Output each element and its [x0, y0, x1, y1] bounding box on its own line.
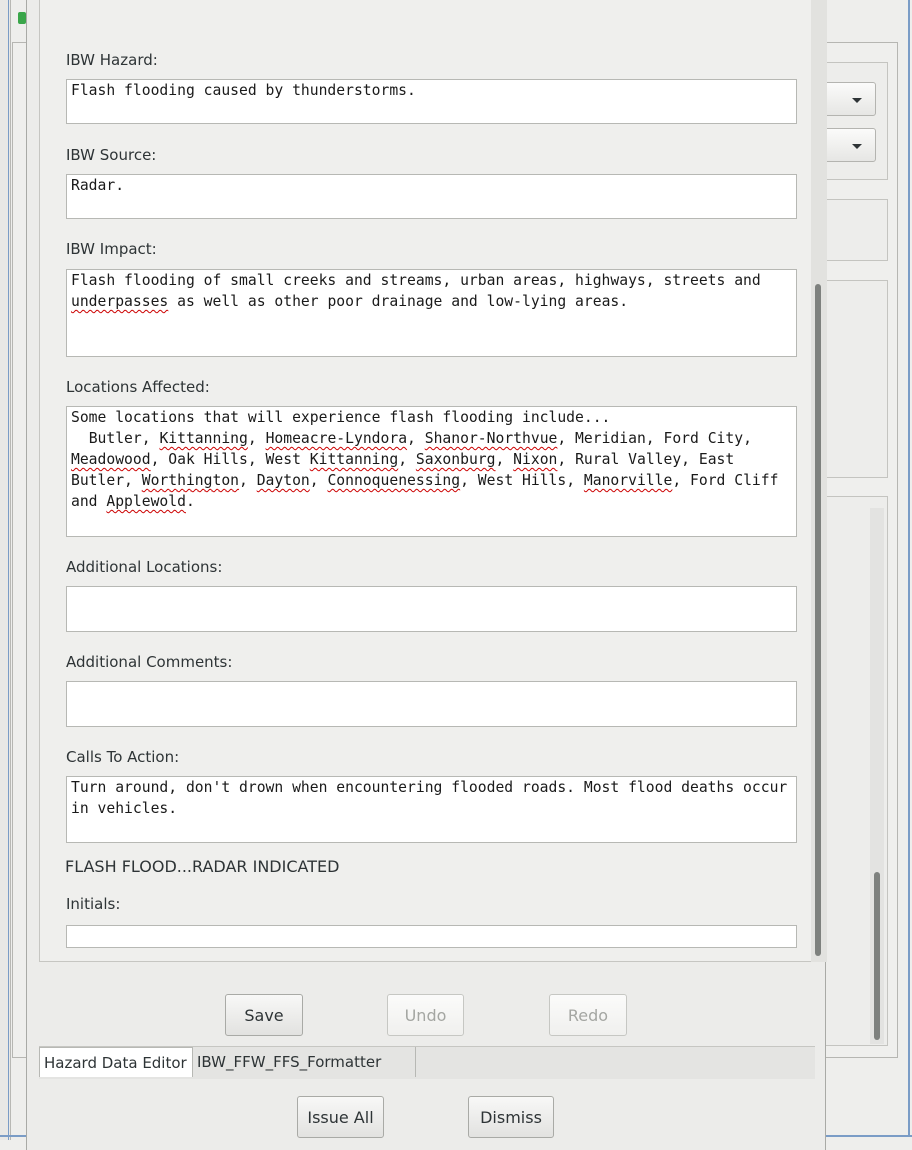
calls-to-action-field[interactable]: Turn around, don't drown when encountering flooded roads. Most flood deaths occur in vehicles. — [66, 776, 797, 843]
spellcheck-word: underpasses — [71, 293, 169, 310]
issue-all-button[interactable]: Issue All — [297, 1096, 384, 1138]
spellcheck-word: Shanor-Northvue — [424, 430, 558, 447]
locations-affected-field[interactable]: Some locations that will experience flash flooding include... Butler, Kittanning, Homeacre-Lyndora, Shanor-Northvue, Meridian, Ford City, Meadowood, Oak Hills, West Kittanning, Saxonburg, Nixon, Rural Valley, East Butler, Worthington, Dayton, Connoquenessing, West Hills, Manorville, Ford Cliff and Applewold. — [66, 406, 797, 537]
redo-button[interactable]: Redo — [549, 994, 627, 1036]
ibw-source-field[interactable]: Radar. — [66, 174, 797, 219]
additional-comments-label: Additional Comments: — [66, 653, 233, 671]
hazard-data-editor-panel — [39, 0, 814, 962]
chevron-down-icon — [852, 144, 862, 149]
background-scrollbar-thumb[interactable] — [874, 872, 880, 1040]
spellcheck-word: Worthington — [141, 472, 240, 489]
ibw-impact-field[interactable]: Flash flooding of small creeks and streams, urban areas, highways, streets and underpasses as well as other poor drainage and low-lying areas. — [66, 269, 797, 357]
undo-button[interactable]: Undo — [387, 994, 464, 1036]
spellcheck-word: Nixon — [513, 451, 558, 468]
background-dropdown-2[interactable] — [824, 128, 876, 162]
save-button[interactable]: Save — [225, 994, 303, 1036]
chevron-down-icon — [852, 98, 862, 103]
spellcheck-word: Kittanning — [309, 451, 399, 468]
calls-to-action-label: Calls To Action: — [66, 748, 180, 766]
ibw-source-label: IBW Source: — [66, 146, 157, 164]
spellcheck-word: Homeacre-Lyndora — [265, 430, 408, 447]
tab-hazard-data-editor[interactable]: Hazard Data Editor — [39, 1047, 193, 1077]
product-status-text: FLASH FLOOD...RADAR INDICATED — [65, 857, 340, 876]
initials-label: Initials: — [66, 895, 121, 913]
spellcheck-word: Kittanning — [159, 430, 248, 447]
background-window-edge — [0, 0, 11, 1140]
additional-comments-field[interactable] — [66, 681, 797, 727]
spellcheck-word: Applewold — [106, 493, 186, 510]
hazard-dialog — [26, 0, 826, 1150]
ibw-hazard-field[interactable]: Flash flooding caused by thunderstorms. — [66, 79, 797, 124]
initials-field[interactable] — [66, 925, 797, 948]
spellcheck-word: Connoquenessing — [327, 472, 461, 489]
ibw-impact-label: IBW Impact: — [66, 240, 157, 258]
tab-ibw-ffw-ffs-formatter[interactable]: IBW_FFW_FFS_Formatter — [193, 1047, 416, 1077]
spellcheck-word: Meadowood — [71, 451, 151, 468]
editor-scrollbar-thumb[interactable] — [815, 284, 821, 956]
spellcheck-word: Manorville — [583, 472, 673, 489]
status-indicator-icon — [18, 12, 26, 24]
ibw-hazard-label: IBW Hazard: — [66, 51, 158, 69]
additional-locations-label: Additional Locations: — [66, 558, 223, 576]
window-frame-right — [908, 0, 910, 1137]
dismiss-button[interactable]: Dismiss — [468, 1096, 554, 1138]
locations-affected-label: Locations Affected: — [66, 378, 210, 396]
background-dropdown-1[interactable] — [824, 82, 876, 116]
additional-locations-field[interactable] — [66, 586, 797, 632]
window-frame-left — [8, 0, 9, 1140]
spellcheck-word: Dayton — [256, 472, 310, 489]
spellcheck-word: Saxonburg — [415, 451, 496, 468]
